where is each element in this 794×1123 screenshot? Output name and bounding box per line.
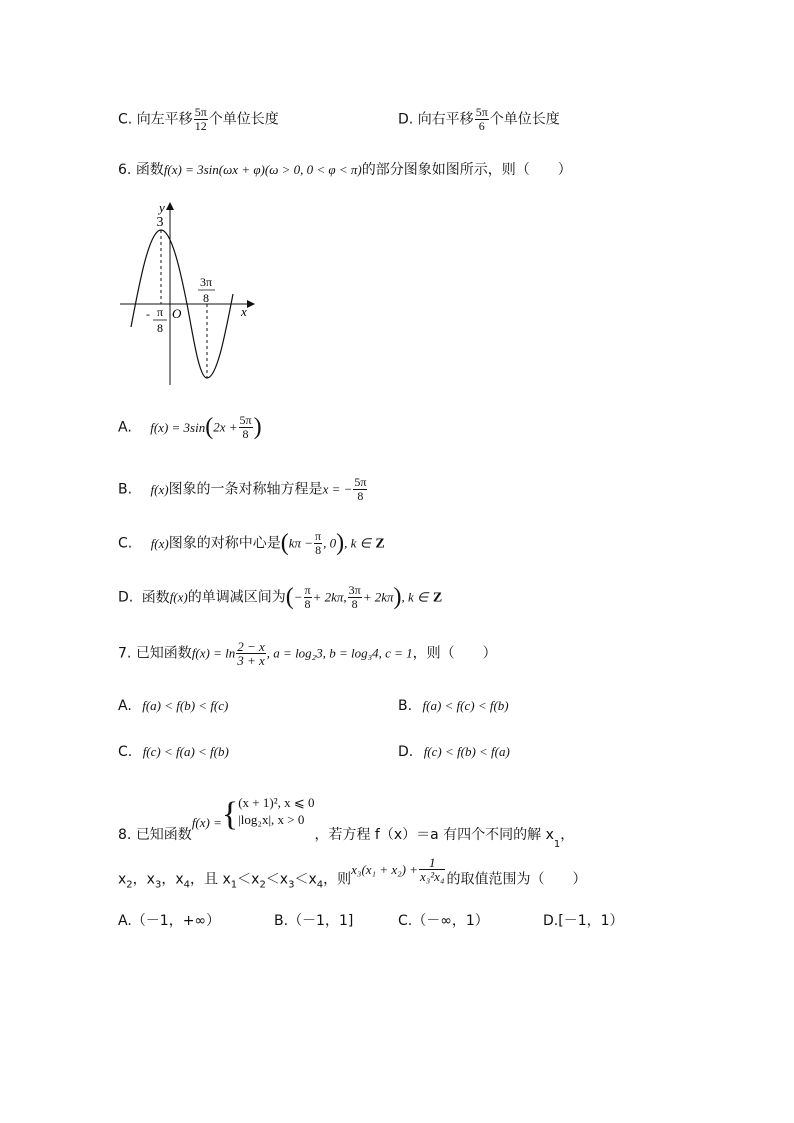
q7-option-a[interactable]: A. f(a) < f(b) < f(c) bbox=[118, 698, 229, 714]
fraction: $\frac{1}{\text{x₃²x₄}}$ bbox=[419, 855, 445, 884]
fraction: $\frac{5\pi}{8}$ bbox=[239, 413, 252, 441]
q8-option-b[interactable]: B.（－1，1] bbox=[274, 913, 354, 929]
max-value-label: 3 bbox=[156, 215, 164, 230]
q7-option-d[interactable]: D. f(c) < f(b) < f(a) bbox=[398, 744, 510, 760]
question-number: 7. bbox=[118, 645, 132, 662]
sine-graph bbox=[115, 195, 260, 390]
option-letter: B. bbox=[118, 481, 133, 498]
x-axis-label: x bbox=[241, 304, 247, 319]
q7-option-b[interactable]: B. f(a) < f(c) < f(b) bbox=[398, 698, 509, 714]
fraction: $\frac{5\pi}{8}$ bbox=[354, 475, 367, 503]
q6-option-a[interactable]: A. f(x) = 3sin(2x + $\frac{5\pi}{8}$ ) bbox=[118, 413, 262, 441]
q6-stem bbox=[118, 159, 572, 179]
q6-option-c[interactable]: C. f(x)图象的对称中心是(kπ − $\frac{\pi}{8}$ , 0), k ∈ Z bbox=[118, 529, 385, 557]
fraction: $\frac{5\pi}{12}$ bbox=[194, 105, 207, 133]
q8-stem-line-2: $x_2$，$x_3$，$x_4$，且 $x_1<x_2<x_3<x_4$，则x₃(x₁ + x₂) + $\frac{1}{\text{x₃²x₄}}$ 的取值范围为（ ） bbox=[118, 855, 587, 891]
fraction: $\frac{5\pi}{6}$ bbox=[475, 105, 488, 133]
fraction: $\frac{\pi}{8}$ bbox=[304, 583, 311, 611]
y-axis-label: y bbox=[159, 200, 165, 215]
fraction: $\frac{\pi}{8}$ bbox=[315, 529, 322, 557]
option-letter: D. bbox=[118, 589, 134, 606]
q7-stem: 7. 已知函数f(x) = ln $\frac{2 - x}{3 + x}$ , a = log₂3, b = log₃4, c = 1，则（ ） bbox=[118, 639, 497, 668]
option-text: 向右平移 bbox=[417, 111, 474, 128]
pos-label-num: 3π bbox=[199, 275, 213, 289]
option-letter: D. bbox=[398, 111, 414, 128]
q6-option-b[interactable]: B. f(x)图象的一条对称轴方程是x = − $\frac{5\pi}{8}$ bbox=[118, 475, 367, 503]
option-text: 个单位长度 bbox=[489, 111, 560, 128]
stem-lead: 函数 bbox=[135, 162, 164, 178]
fraction: $\frac{3\pi}{8}$ bbox=[348, 583, 361, 611]
q7-option-c[interactable]: C. f(c) < f(a) < f(b) bbox=[118, 744, 229, 760]
x-axis-arrow bbox=[247, 300, 255, 308]
option-letter: C. bbox=[118, 111, 133, 128]
stem-tail: 的部分图象如图所示，则（ ） bbox=[361, 162, 572, 178]
neg-label-den: 8 bbox=[157, 321, 163, 335]
fraction: $\frac{2 - x}{3 + x}$ bbox=[237, 639, 265, 668]
q6-option-d[interactable]: D. 函数f(x)的单调减区间为(− $\frac{\pi}{8}$ + 2kπ, $\frac{3\pi}{8}$ + 2kπ), k ∈ Z bbox=[118, 583, 443, 611]
function-formula: f(x) = 3sin(ωx + φ)(ω > 0, 0 < φ < π) bbox=[163, 162, 362, 177]
question-number: 6. bbox=[118, 162, 132, 178]
q8-option-a[interactable]: A.（－1，+∞） bbox=[118, 913, 221, 929]
q5-option-d[interactable] bbox=[398, 106, 560, 133]
svg-text:-: - bbox=[146, 307, 150, 321]
q8-option-c[interactable]: C.（－∞，1） bbox=[398, 913, 489, 929]
option-text: 向左平移 bbox=[136, 111, 193, 128]
option-text: 个单位长度 bbox=[208, 111, 279, 128]
piecewise-cases: (x + 1)², x ⩽ 0 |log₂x|, x > 0 bbox=[238, 795, 315, 827]
q8-option-d[interactable]: D.[－1，1） bbox=[543, 913, 624, 929]
q8-stem-line-1: 8. 已知函数f(x) ={ (x + 1)², x ⩽ 0 |log₂x|, x > 0 ，若方程 f（x）＝a 有四个不同的解 $x_1$， bbox=[118, 795, 575, 850]
neg-label-num: π bbox=[156, 305, 164, 319]
option-letter: C. bbox=[118, 535, 133, 552]
option-letter: A. bbox=[118, 419, 132, 436]
q5-option-c[interactable] bbox=[118, 106, 279, 133]
origin-label: O bbox=[172, 306, 182, 321]
pos-label-den: 8 bbox=[203, 291, 209, 305]
y-axis-arrow bbox=[166, 202, 174, 210]
